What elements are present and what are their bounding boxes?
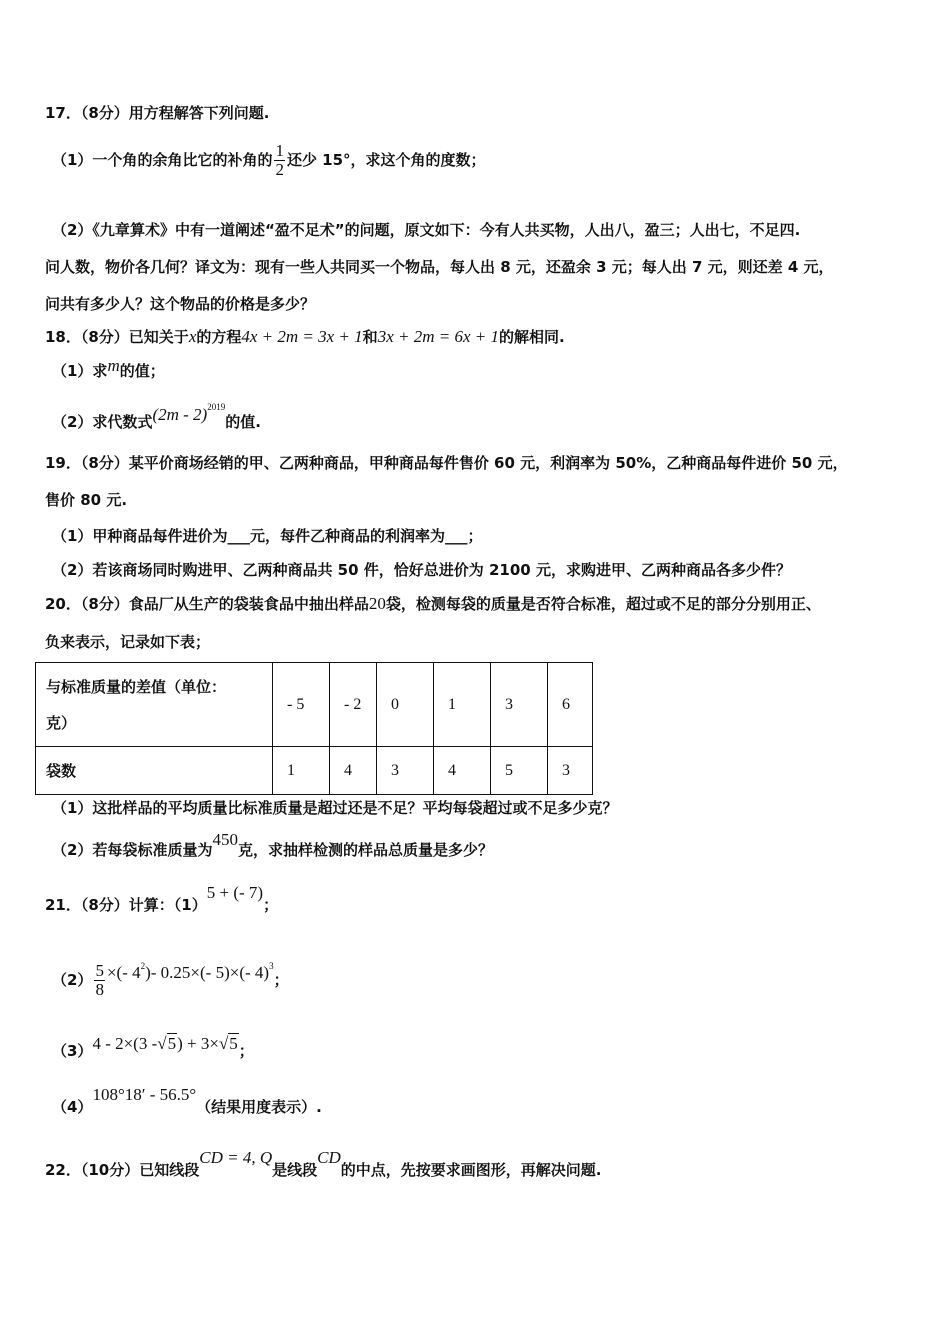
- table-cell: 1: [273, 747, 330, 795]
- q17-part2-line1: （2）《九章算术》中有一道阐述“盈不足术”的问题，原文如下：今有人共买物，人出八，盈三；人出七，不足四.: [52, 221, 801, 239]
- table-header-bags: 袋数: [36, 747, 273, 795]
- expression-4: 108°18′ - 56.5°: [92, 1085, 197, 1104]
- q20-line1: 20．（8分）食品厂从生产的袋装食品中抽出样品20袋，检测每袋的质量是否符合标准，超过或不足的部分分别用正、: [45, 594, 821, 613]
- table-row: [36, 747, 593, 795]
- var-m: m: [107, 356, 120, 375]
- expression-cd-q: CD = 4, Q: [199, 1148, 273, 1167]
- equation-1: 4x + 2m = 3x + 1: [241, 327, 363, 346]
- table-cell: - 5: [273, 663, 330, 747]
- expression-1: 5 + (- 7): [206, 883, 264, 902]
- table-cell: - 2: [330, 663, 377, 747]
- table-cell: 4: [434, 747, 491, 795]
- expression-3: 4 - 2×(3 -√5) + 3×√5: [92, 1034, 238, 1053]
- table-cell: 5: [491, 747, 548, 795]
- q17-part1: [52, 137, 486, 183]
- table-cell: 4: [330, 747, 377, 795]
- q21-part2: （2） $\frac{5}{8}$ ×(- $4^2)-$ 0.25×(- 5)×(- 4)$^3$；: [52, 961, 289, 999]
- q17-part1-text-a: （1）一个角的余角比它的补角的: [52, 151, 273, 169]
- q21-part3: （3）4 - 2×(3 -√5) + 3×√5；: [52, 1034, 254, 1060]
- q20-part1: （1）这批样品的平均质量比标准质量是超过还是不足？平均每袋超过或不足多少克？: [52, 799, 618, 817]
- q17-heading: 17．（8分）用方程解答下列问题.: [45, 104, 270, 122]
- fraction-one-half: $\frac{1}{2}$: [275, 141, 284, 179]
- table-row: [36, 663, 593, 747]
- var-x: x: [188, 327, 197, 346]
- equation-2: 3x + 2m = 6x + 1: [377, 327, 499, 346]
- q19-part2: （2）若该商场同时购进甲、乙两种商品共 50 件，恰好总进价为 2100 元，求购进甲、乙两种商品各多少件？: [52, 561, 791, 579]
- algebraic-expression: (2m - 2): [152, 405, 208, 424]
- q17-part2-line2: 问人数，物价各几何？译文为：现有一些人共同买一个物品，每人出 8 元，还盈余 3 元；每人出 7 元，则还差 4 元，: [45, 258, 834, 276]
- q20-line2: 负来表示，记录如下表；: [45, 633, 211, 651]
- q21-part4: （4）108°18′ - 56.5°（结果用度表示）.: [52, 1085, 322, 1116]
- q19-line2: 售价 80 元.: [45, 491, 128, 509]
- table-cell: 3: [377, 747, 434, 795]
- q21-heading: 21．（8分）计算：（1）5 + (- 7)；: [45, 883, 279, 914]
- q22-heading: 22．（10分）已知线段CD = 4, Q是线段CD的中点，先按要求画图形，再解决问题.: [45, 1148, 602, 1179]
- table-header-diff: 与标准质量的差值（单位： 克）: [36, 663, 273, 747]
- data-table: [35, 662, 593, 795]
- fraction-five-eighths: $\frac{5}{8}$: [95, 961, 104, 999]
- table-cell: 3: [548, 747, 593, 795]
- q17-part2-line3: 问共有多少人？这个物品的价格是多少？: [45, 295, 316, 313]
- q18-part1: （1）求m的值；: [52, 356, 165, 380]
- q18-heading: 18．（8分）已知关于x的方程4x + 2m = 3x + 1和3x + 2m = 6x + 1的解相同.: [45, 327, 565, 346]
- table-cell: 3: [491, 663, 548, 747]
- q17-part1-text-b: 还少 15°，求这个角的度数；: [286, 151, 486, 169]
- q18-part2: （2）求代数式(2m - 2)$^{2019}$的值.: [52, 402, 261, 431]
- table-cell: 6: [548, 663, 593, 747]
- q19-line1: 19．（8分）某平价商场经销的甲、乙两种商品，甲种商品每件售价 60 元，利润率为 50%，乙种商品每件进价 50 元，: [45, 454, 848, 472]
- q19-part1: （1）甲种商品每件进价为___元，每件乙种商品的利润率为___；: [52, 527, 483, 545]
- sample-count: 20: [368, 594, 386, 613]
- table-cell: 0: [377, 663, 434, 747]
- table-cell: 1: [434, 663, 491, 747]
- q20-part2: （2）若每袋标准质量为450克，求抽样检测的样品总质量是多少？: [52, 830, 493, 859]
- expression-cd: CD: [317, 1148, 341, 1167]
- standard-mass: 450: [212, 830, 238, 849]
- exponent-2019: 2019: [207, 402, 226, 412]
- expression-2: ×(- $4^2)-$ 0.25×(- 5)×(- 4)$^3$: [106, 961, 274, 982]
